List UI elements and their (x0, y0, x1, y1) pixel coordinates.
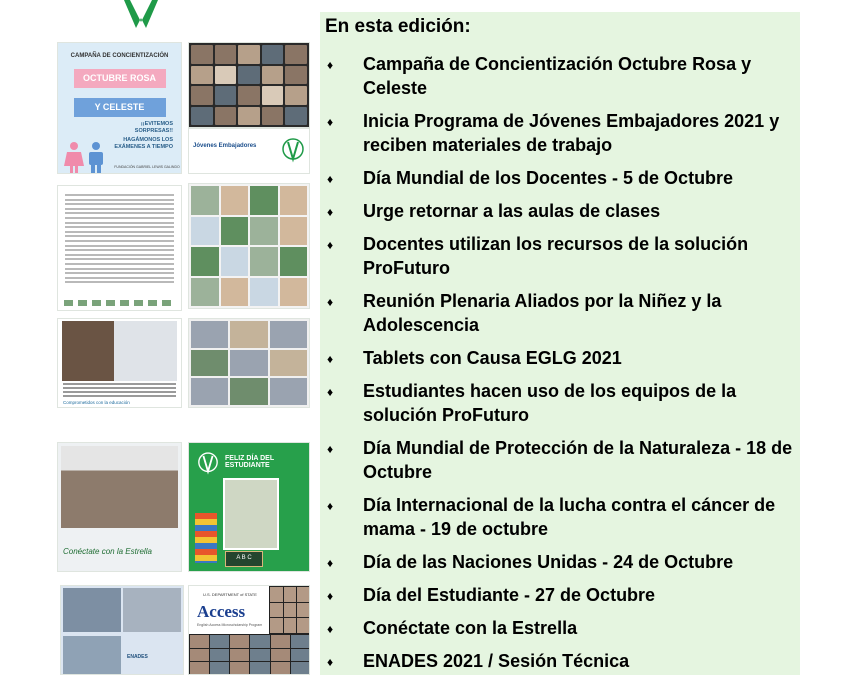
tree-logo-icon (281, 137, 305, 167)
list-item[interactable]: ♦ Día Mundial de los Docentes - 5 de Octubre (325, 166, 799, 190)
diamond-bullet-icon: ♦ (327, 622, 334, 636)
list-item[interactable]: ♦ Inicia Programa de Jóvenes Embajadores 2021 y reciben materiales de trabajo (327, 111, 780, 155)
poster-tagline: ¡¡EVITEMOS SORPRESAS!! HAGÁMONOS LOS EXÁMENES A TIEMPO (114, 121, 173, 150)
books-icon (195, 513, 217, 563)
contents-panel (320, 12, 800, 675)
woman-man-icon (62, 140, 110, 174)
access-wordmark: Access (197, 602, 246, 621)
diamond-bullet-icon: ♦ (327, 442, 334, 456)
list-item[interactable]: ♦ Estudiantes hacen uso de los equipos de la solución ProFuturo (327, 381, 737, 425)
list-item[interactable]: ♦ Docentes utilizan los recursos de la solución ProFuturo (327, 234, 749, 278)
diamond-bullet-icon: ♦ (327, 352, 334, 366)
jovenes-embajadores-thumbnail (188, 128, 310, 174)
tablets-thumbnail (188, 318, 310, 408)
student-day-thumbnail (188, 442, 310, 572)
group-label: Conéctate con la Estrella (63, 547, 152, 556)
list-item[interactable]: ♦ Día Mundial de Protección de la Naturaleza - 18 de Octubre (327, 438, 793, 482)
list-item[interactable]: ♦ Día Internacional de la lucha contra el cáncer de mama - 19 de octubre (327, 495, 776, 539)
diamond-bullet-icon: ♦ (327, 205, 334, 219)
list-item[interactable]: ♦ Reunión Plenaria Aliados por la Niñez y la Adolescencia (327, 291, 722, 335)
video-call-thumbnail (188, 42, 310, 128)
poster-pill-celeste: Y CELESTE (74, 98, 166, 117)
diamond-bullet-icon: ♦ (327, 58, 334, 72)
tree-logo-icon (197, 451, 219, 479)
list-item[interactable]: ♦ Urge retornar a las aulas de clases (325, 199, 799, 223)
contents-heading: En esta edición: (325, 16, 471, 37)
list-item[interactable]: ♦ Día de las Naciones Unidas - 24 de Octubre (325, 550, 799, 574)
group-photo-thumbnail (57, 442, 182, 572)
access-dept: U.S. DEPARTMENT of STATE (203, 592, 257, 597)
partner-logos (64, 300, 175, 306)
diamond-bullet-icon: ♦ (327, 385, 334, 399)
student-day-title: FELIZ DÍA DEL ESTUDIANTE (225, 455, 274, 469)
access-program-thumbnail (188, 585, 310, 675)
student-photo (223, 478, 279, 550)
diamond-bullet-icon: ♦ (327, 499, 334, 513)
diamond-bullet-icon: ♦ (327, 556, 334, 570)
poster-foundation: FUNDACIÓN GABRIEL LEWIS GALINDO (114, 165, 180, 169)
chalkboard-icon: A B C (225, 551, 263, 567)
teacher-brand: Comprometidos con la educación (63, 400, 130, 405)
list-item[interactable]: ♦ Conéctate con la Estrella (325, 616, 799, 640)
access-subline: English Access Microscholarship Program (197, 623, 263, 627)
list-item[interactable]: ♦ Tablets con Causa EGLG 2021 (325, 346, 799, 370)
enades-session-thumbnail (60, 585, 184, 675)
poster-pill-rosa: OCTUBRE ROSA (74, 69, 166, 88)
classroom-collage-thumbnail (188, 183, 310, 309)
diamond-bullet-icon: ♦ (327, 589, 334, 603)
diamond-bullet-icon: ♦ (327, 238, 334, 252)
poster-title: CAMPAÑA DE CONCIENTIZACIÓN (70, 53, 169, 59)
list-item[interactable]: ♦ Campaña de Concientización Octubre Rosa y Celeste (327, 54, 752, 98)
list-item[interactable]: ♦ ENADES 2021 / Sesión Técnica (325, 649, 799, 673)
enades-label: ENADES (127, 654, 148, 660)
campaign-poster-thumbnail (57, 42, 182, 174)
document-thumbnail (57, 185, 182, 311)
teacher-photo-thumbnail (57, 318, 182, 408)
jovenes-label: Jóvenes Embajadores (193, 143, 257, 149)
list-item[interactable]: ♦ Día del Estudiante - 27 de Octubre (325, 583, 799, 607)
foundation-logo-icon (118, 0, 164, 30)
diamond-bullet-icon: ♦ (327, 295, 334, 309)
diamond-bullet-icon: ♦ (327, 655, 334, 669)
contents-list (325, 52, 800, 673)
diamond-bullet-icon: ♦ (327, 172, 334, 186)
diamond-bullet-icon: ♦ (327, 115, 334, 129)
